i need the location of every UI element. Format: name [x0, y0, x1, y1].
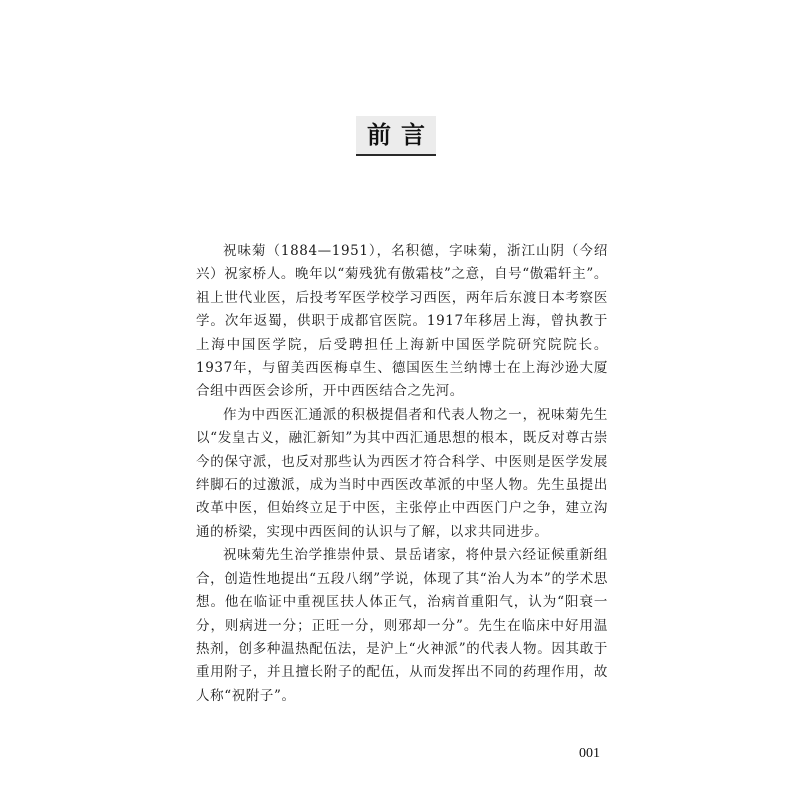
paragraph-3: 祝味菊先生治学推崇仲景、景岳诸家，将仲景六经证候重新组合，创造性地提出“五段八纲”学说，体现了其“治人为本”的学术思想。他在临证中重视匡扶人体正气，治病首重阳气，认为“阳衰一分，则病进一分；正旺一分，则邪却一分”。先生在临床中好用温热剂，创多种温热配伍法，是沪上“火神派”的代表人物。因其敢于重用附子，并且擅长附子的配伍，从而发挥出不同的药理作用，故人称“祝附子”。 — [196, 547, 608, 704]
paragraph-2: 作为中西医汇通派的积极提倡者和代表人物之一，祝味菊先生以“发皇古义，融汇新知”为其中西汇通思想的根本，既反对尊古崇今的保守派，也反对那些认为西医才符合科学、中医则是医学发展绊脚石的过激派，成为当时中西医改革派的中坚人物。先生虽提出改革中医，但始终立足于中医，主张停止中西医门户之争，建立沟通的桥梁，实现中西医间的认识与了解，以求共同进步。 — [196, 406, 608, 540]
title-underline — [356, 154, 436, 156]
page-title: 前言 — [367, 121, 435, 149]
page-title-block — [356, 114, 436, 158]
page-number: 001 — [579, 746, 600, 761]
body-text — [196, 240, 608, 708]
paragraph-1: 祝味菊（1884—1951），名积德，字味菊，浙江山阴（今绍兴）祝家桥人。晚年以“菊残犹有傲霜枝”之意，自号“傲霜轩主”。祖上世代业医，后投考军医学校学习西医，两年后东渡日本考察医学。次年返蜀，供职于成都官医院。1917年移居上海，曾执教于上海中国医学院，后受聘担任上海新中国医学院研究院院长。1937年，与留美西医梅卓生、德国医生兰纳博士在上海沙逊大厦合组中西医会诊所，开中西医结合之先河。 — [196, 243, 608, 400]
